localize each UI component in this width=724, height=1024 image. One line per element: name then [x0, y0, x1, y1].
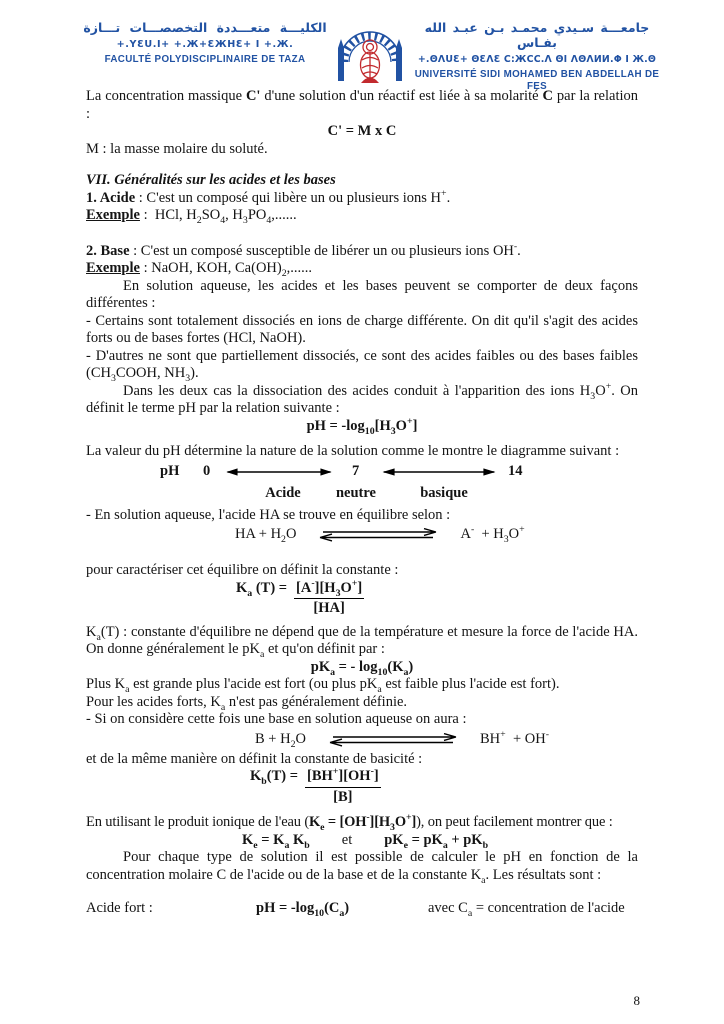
university-emblem-icon — [332, 18, 408, 86]
paragraph-constante-basicite: et de la même manière on définit la constante de basicité : — [86, 750, 423, 767]
zone-label-basique: basique — [420, 484, 468, 501]
paragraph-base-exemple: Exemple : NaOH, KOH, $Ca(OH)_2$,...... — [86, 260, 313, 279]
document-body — [86, 88, 638, 918]
university-logo — [332, 18, 408, 86]
zone-label-neutre: neutre — [335, 484, 377, 501]
ph-scale-diagram — [86, 463, 638, 507]
ph-max-value: 14 — [508, 462, 523, 479]
paragraph-masse-molaire: M : la masse molaire du soluté. — [86, 140, 268, 157]
section-title-vii: VII. Généralités sur les acides et les bases — [86, 172, 336, 188]
paragraph-acides-faibles: - D'autres ne sont que partiellement dissociés, ce sont des acides faibles ou des bases faibles ($CH_3COOH$, $NH_3$). — [86, 347, 638, 384]
reaction-right-side: $A^- + H_3O^+$ — [460, 524, 525, 546]
kb-denominator: [B] — [333, 788, 353, 805]
formula-ph: pH = $-\log_{10}[H_3O^+]$ — [306, 415, 418, 437]
ph-axis-label: pH — [160, 462, 180, 479]
kb-fraction — [305, 768, 381, 806]
ka-equation — [86, 577, 638, 618]
ph-min-value: 0 — [203, 462, 211, 479]
header-university-block — [412, 20, 662, 93]
paragraph-caracteriser: pour caractériser cet équilibre on définit la constante : — [86, 562, 399, 578]
paragraph-concentration-massique: La concentration massique C' d'une solution d'un réactif est liée à sa molarité C par la relation : — [86, 88, 639, 122]
kb-equation — [86, 768, 638, 806]
header-faculty-block — [82, 20, 328, 66]
university-name-arabic: جامعـــة سـيدي محمـد بـن عبـد الله بفـاس — [424, 20, 650, 50]
acide-fort-label: Acide fort : — [86, 900, 153, 916]
paragraph-ka-definition: $K_a(T)$ : constante d'équilibre ne dépend que de la température et mesure la force de l'acide HA. On donne généralement le $pK_a$ et qu'on définit par : — [86, 623, 638, 660]
paragraph-solution-aqueuse: En solution aqueuse, les acides et les bases peuvent se comporter de deux façons différentes : — [86, 277, 638, 311]
university-name-tifinagh: +.ΘΛUƐ+ ΘƐΛƐ C:ЖCC.Λ ΘΙ ΛΘΛИИ.Φ Ι Ж.Θ — [417, 54, 657, 65]
ka-numerator: $[A^-][H_3O^+]$ — [296, 577, 363, 599]
faculty-name-latin: FACULTÉ POLYDISCIPLINAIRE DE TAZA — [104, 54, 306, 65]
double-arrow-icon — [223, 467, 335, 477]
ph-mid-value: 7 — [352, 462, 360, 479]
document-header — [82, 20, 662, 93]
equilibrium-arrows-icon — [318, 528, 438, 542]
paragraph-valeur-ph: La valeur du pH détermine la nature de la solution comme le montre le diagramme suivant : — [86, 443, 620, 459]
paragraph-acide-definition: 1. Acide : C'est un composé qui libère un ou plusieurs ions H+. — [86, 187, 451, 206]
paragraph-acides-forts: - Certains sont totalement dissociés en ions de charge différente. On dit qu'il s'agit des acides forts ou de bases fortes (HCl, NaOH). — [86, 312, 638, 346]
paragraph-base-definition: 2. Base : C'est un composé susceptible de libérer un ou plusieurs ions OH-. — [86, 240, 521, 259]
page-number: 8 — [633, 992, 640, 1008]
formula-cprime: C' = M x C — [327, 123, 397, 139]
paragraph-produit-ionique: En utilisant le produit ionique de l'eau $(K_e = [OH^-][H_3O^+])$, on peut facilement montrer que : — [86, 812, 613, 833]
ke-separator: et — [341, 831, 353, 848]
reaction-left-side: HA + $H_2O$ — [235, 526, 297, 546]
zone-label-acide: Acide — [265, 484, 301, 501]
paragraph-dissociation: Dans les deux cas la dissociation des acides conduit à l'apparition des ions $H_3O^+$. On définit le terme pH par la relation suivante : — [86, 380, 638, 416]
paragraph-plus-ka: Plus $K_a$ est grande plus l'acide est fort (ou plus $pK_a$ est faible plus l'acide est fort). — [86, 676, 560, 695]
ka-denominator: [HA] — [313, 600, 345, 616]
acide-fort-result-row — [86, 900, 638, 918]
formula-pka: $pK_a$ = - $\log_{10}(K_a)$ — [310, 658, 414, 678]
faculty-name-arabic: الكليـــة متعـــددة التخصصـــات تـــازة — [83, 20, 327, 35]
paragraph-acides-forts-ka: Pour les acides forts, $K_a$ n'est pas généralement définie. — [86, 693, 408, 713]
acide-fort-note: avec $C_a$ = concentration de l'acide — [428, 900, 625, 919]
reaction-right-side: BH+ + OH- — [479, 728, 549, 747]
faculty-name-tifinagh: +.ΥƐU.Ι+ +.Ж+ƐЖΗƐ+ Ι +.Ж. — [116, 39, 294, 50]
paragraph-acide-exemple: Exemple : HCl, $H_2SO_4$, $H_3PO_4$,...... — [86, 207, 297, 226]
paragraph-pour-chaque-type: Pour chaque type de solution il est possible de calculer le pH en fonction de la concentration molaire C de l'acide ou de la base et de la constante $K_a$. Les résultats sont : — [86, 849, 638, 886]
kb-numerator: [BH+][OH-] — [305, 768, 381, 788]
equilibrium-reaction-base — [86, 729, 638, 751]
reaction-left-side: $B + H_2O$ — [255, 730, 306, 750]
ka-fraction — [294, 577, 364, 618]
double-arrow-icon — [379, 467, 499, 477]
kb-lhs: $K_b(T)$ = — [250, 768, 298, 787]
acide-fort-formula: pH = $-\log_{10}(C_a)$ — [256, 900, 350, 919]
equilibrium-reaction-acid — [86, 524, 638, 546]
ke-relations — [86, 832, 638, 850]
ka-lhs: $K_a$ (T) = — [236, 579, 288, 599]
ke-formula-right: $pK_e = pK_a + pK_b$ — [384, 831, 489, 851]
ke-formula-left: $K_e = K_a$ $K_b$ — [242, 831, 310, 851]
paragraph-base-aqueuse: - Si on considère cette fois une base en solution aqueuse on aura : — [86, 711, 467, 727]
university-name-latin: UNIVERSITÉ SIDI MOHAMED BEN ABDELLAH DE FES — [414, 69, 660, 92]
equilibrium-arrows-icon — [328, 733, 458, 747]
paragraph-equilibre-ha: - En solution aqueuse, l'acide HA se trouve en équilibre selon : — [86, 506, 451, 523]
